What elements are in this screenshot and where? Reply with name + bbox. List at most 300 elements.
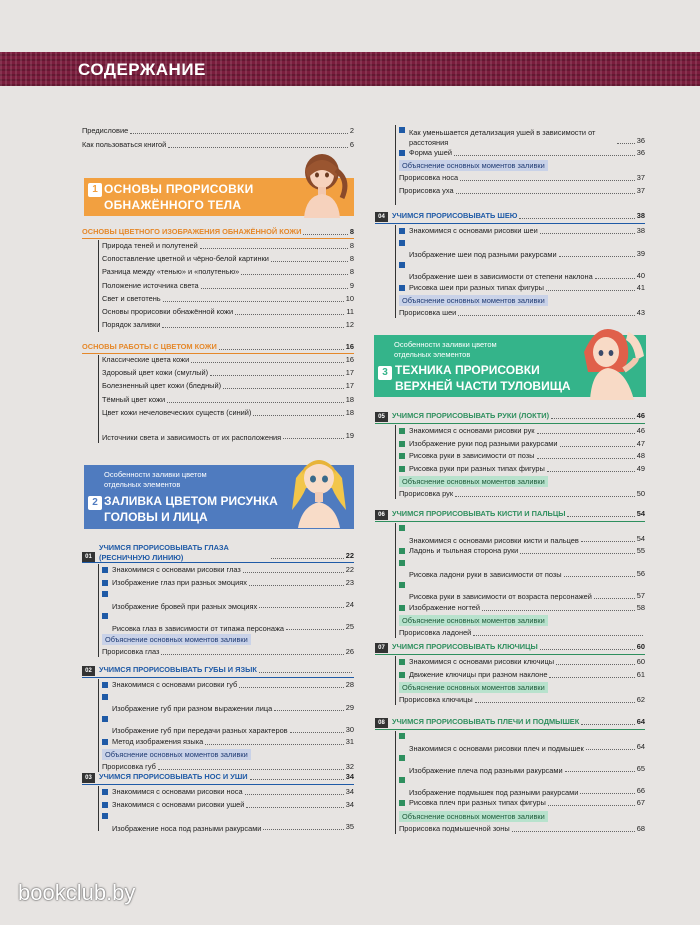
chapter-number: 3: [378, 366, 392, 380]
dot-leader: [219, 349, 344, 350]
toc-entry[interactable]: [399, 438, 645, 450]
bullet-square-icon: [399, 800, 405, 806]
section-number: 02: [82, 666, 95, 676]
entry-title: Прорисовка глаз: [102, 647, 160, 656]
dot-leader: [168, 147, 348, 148]
toc-entry[interactable]: [102, 811, 354, 833]
section-heading[interactable]: [375, 410, 645, 422]
entry-title: Прорисовка ключицы: [399, 695, 473, 704]
toc-entry[interactable]: [399, 545, 645, 557]
toc-entry[interactable]: [399, 147, 645, 159]
entry-title: Прорисовка шеи: [399, 308, 457, 317]
section-heading[interactable]: [82, 771, 354, 783]
section-title: УЧИМСЯ ПРОРИСОВЫВАТЬ РУКИ (ЛОКТИ): [392, 411, 550, 420]
section-heading[interactable]: [375, 641, 645, 653]
page-number: 12: [345, 320, 354, 330]
toc-entry[interactable]: [102, 306, 354, 318]
page-number: 6: [349, 140, 354, 149]
dot-leader: [290, 732, 344, 733]
dot-leader: [512, 831, 635, 832]
toc-entry[interactable]: [102, 380, 354, 392]
entry-title: Знакомимся с основами рисовки носа: [112, 787, 243, 796]
entry-title: Прорисовка уха: [399, 186, 454, 195]
toc-entry[interactable]: [399, 753, 645, 775]
dot-leader: [205, 744, 344, 745]
toc-entry[interactable]: [102, 394, 354, 406]
toc-entry[interactable]: [102, 420, 354, 442]
section-heading[interactable]: [82, 664, 354, 676]
dot-leader: [210, 375, 344, 376]
dot-leader: [259, 607, 344, 608]
page-number: 68: [636, 823, 645, 833]
toc-entry[interactable]: [399, 282, 645, 294]
divider-vertical: [98, 355, 99, 443]
page-number: 54: [636, 509, 645, 518]
page-number: 66: [636, 786, 645, 795]
dot-leader: [200, 248, 348, 249]
section-heading[interactable]: [375, 210, 645, 222]
page-number: 40: [636, 270, 645, 280]
dot-leader: [594, 598, 635, 599]
entry-title: Знакомимся с основами рисовки глаз: [112, 565, 241, 574]
entry-title: Изображение носа под разными ракурсами: [112, 823, 262, 833]
entry-title: Рисовка глаз в зависимости от типажа персонажа: [112, 623, 285, 633]
toc-entry[interactable]: [102, 253, 354, 265]
page-number: 56: [636, 568, 645, 578]
dot-leader: [259, 672, 352, 673]
page-number: 37: [636, 186, 645, 195]
dot-leader: [245, 794, 344, 795]
dot-leader: [540, 233, 635, 234]
dot-leader: [565, 771, 635, 772]
section-heading[interactable]: [82, 540, 354, 562]
dot-leader: [595, 278, 635, 279]
entry-title: Изображение ногтей: [409, 602, 481, 612]
bullet-square-icon: [399, 466, 405, 472]
chapter-title-line2: ГОЛОВЫ И ЛИЦА: [104, 510, 208, 524]
toc-entry[interactable]: [102, 589, 354, 611]
dot-leader: [250, 779, 344, 780]
bullet-square-icon: [102, 591, 108, 597]
toc-entry[interactable]: [102, 293, 354, 305]
page-number: 38: [636, 226, 645, 235]
entry-title: Цвет кожи нечеловеческих существ (синий): [102, 407, 252, 417]
dot-leader: [130, 133, 348, 134]
toc-entry[interactable]: [399, 558, 645, 580]
entry-title: Изображение бровей при разных эмоциях: [112, 601, 258, 611]
divider-vertical: [395, 731, 396, 834]
page-number: 64: [636, 717, 645, 726]
dot-leader: [546, 290, 635, 291]
fill-explanation-highlight[interactable]: Объяснение основных моментов заливки: [399, 295, 548, 306]
bullet-square-icon: [399, 525, 405, 531]
dot-leader: [586, 749, 635, 750]
page-number: 8: [349, 241, 354, 250]
page-number: 8: [349, 254, 354, 264]
toc-entry[interactable]: [399, 238, 645, 260]
entry-title: Движение ключицы при разном наклоне: [409, 669, 548, 679]
toc-entry[interactable]: [399, 450, 645, 462]
dot-leader: [243, 572, 344, 573]
fill-explanation-highlight[interactable]: Объяснение основных моментов заливки: [399, 682, 548, 693]
page-number: 61: [636, 669, 645, 679]
page-number: 64: [636, 742, 645, 751]
toc-entry[interactable]: [102, 799, 354, 811]
page-number: 48: [636, 451, 645, 460]
toc-entry[interactable]: [399, 775, 645, 797]
entry-title: Рисовка руки в зависимости от позы: [409, 451, 535, 460]
entry-title: Разница между «тенью» и «полутенью»: [102, 267, 240, 277]
fill-explanation-highlight[interactable]: Объяснение основных моментов заливки: [399, 615, 548, 626]
entry-title: Предисловие: [82, 126, 129, 135]
chapter-subtitle-line1: Особенности заливки цветом: [104, 470, 207, 479]
page-number: 50: [636, 489, 645, 498]
toc-entry[interactable]: [399, 225, 645, 237]
section-number: 08: [375, 718, 388, 728]
toc-entry[interactable]: [102, 714, 354, 736]
dot-leader: [520, 553, 634, 554]
toc-entry[interactable]: [399, 185, 645, 197]
dot-leader: [460, 180, 635, 181]
divider: [82, 562, 354, 563]
dot-leader: [567, 516, 634, 517]
toc-entry[interactable]: [399, 731, 645, 753]
entry-title: Знакомимся с основами рисовки кисти и пальцев: [409, 535, 579, 545]
dot-leader: [162, 327, 343, 328]
entry-title: Изображение шеи в зависимости от степени наклона: [409, 272, 593, 281]
entry-title: Болезненный цвет кожи (бледный): [102, 381, 222, 391]
entry-title: Изображение подмышек под разными ракурсами: [409, 787, 579, 797]
dot-leader: [549, 677, 634, 678]
toc-entry[interactable]: [102, 736, 354, 748]
bullet-square-icon: [102, 682, 108, 688]
page-number: 23: [345, 577, 354, 587]
entry-title: Тёмный цвет кожи: [102, 394, 166, 404]
entry-title: Прорисовка подмышечной зоны: [399, 823, 510, 833]
bullet-square-icon: [399, 582, 405, 588]
divider-vertical: [98, 786, 99, 831]
page-number: 57: [636, 590, 645, 600]
chapter-number: 2: [88, 496, 102, 510]
bullet-square-icon: [102, 813, 108, 819]
dot-leader: [271, 261, 348, 262]
page-number: 67: [636, 798, 645, 807]
page-number: 29: [345, 702, 354, 712]
bullet-square-icon: [399, 240, 405, 246]
bullet-square-icon: [399, 285, 405, 291]
page-number: 22: [345, 551, 354, 560]
entry-title: Свет и светотень: [102, 293, 161, 303]
toc-entry[interactable]: [399, 425, 645, 437]
divider: [375, 223, 645, 224]
entry-title: Изображение глаз при разных эмоциях: [112, 577, 247, 587]
toc-entry[interactable]: [399, 523, 645, 545]
bullet-square-icon: [399, 560, 405, 566]
page-number: 19: [345, 431, 354, 440]
section-title: УЧИМСЯ ПРОРИСОВЫВАТЬ ПЛЕЧИ И ПОДМЫШЕК: [392, 717, 580, 726]
entry-title: Здоровый цвет кожи (смуглый): [102, 368, 209, 378]
dot-leader: [560, 446, 635, 447]
bullet-square-icon: [399, 127, 405, 133]
entry-title: Рисовка руки в зависимости от возраста персонажей: [409, 592, 592, 601]
fill-explanation-highlight[interactable]: Объяснение основных моментов заливки: [399, 811, 548, 822]
entry-title: Рисовка плеч при разных типах фигуры: [409, 798, 546, 807]
toc-entry[interactable]: [399, 656, 645, 668]
dot-leader: [249, 585, 344, 586]
page-number: 36: [636, 148, 645, 157]
character-illustration: [292, 150, 352, 218]
entry-title: Рисовка ладони руки в зависимости от позы: [409, 570, 562, 579]
entry-title: Основы прорисовки обнажённой кожи: [102, 307, 234, 316]
dot-leader: [191, 362, 344, 363]
page-number: 16: [345, 355, 354, 364]
section-title: УЧИМСЯ ПРОРИСОВЫВАТЬ ШЕЮ: [392, 211, 518, 220]
fill-explanation-highlight[interactable]: Объяснение основных моментов заливки: [102, 749, 251, 760]
toc-entry[interactable]: [102, 240, 354, 252]
dot-leader: [303, 234, 347, 235]
page-number: 58: [636, 602, 645, 612]
page-number: 10: [345, 293, 354, 303]
page-number: 11: [346, 307, 354, 316]
dot-leader: [455, 496, 635, 497]
fill-explanation-highlight[interactable]: Объяснение основных моментов заливки: [399, 476, 548, 487]
bullet-square-icon: [102, 580, 108, 586]
dot-leader: [201, 288, 348, 289]
toc-entry[interactable]: [102, 266, 354, 278]
bullet-square-icon: [399, 228, 405, 234]
dot-leader: [158, 769, 344, 770]
toc-entry[interactable]: [102, 692, 354, 714]
divider: [82, 238, 354, 239]
toc-entry[interactable]: [399, 260, 645, 282]
toc-entry[interactable]: [399, 823, 645, 835]
section-title: УЧИМСЯ ПРОРИСОВЫВАТЬ ГЛАЗА (РЕСНИЧНУЮ ЛИНИЮ): [99, 543, 229, 562]
bullet-square-icon: [399, 733, 405, 739]
page-number: 37: [636, 173, 645, 182]
entry-title: Изображение губ при разном выражении лица: [112, 704, 273, 713]
dot-leader: [454, 155, 635, 156]
toc-entry[interactable]: [399, 669, 645, 681]
entry-title: Знакомимся с основами рисовки губ: [112, 680, 238, 689]
page-number: 24: [345, 600, 354, 609]
page-number: 8: [349, 267, 354, 277]
toc-entry[interactable]: [102, 611, 354, 633]
page-number: 30: [345, 724, 354, 734]
page-number: 34: [345, 787, 354, 796]
entry-title: Ладонь и тыльная сторона руки: [409, 546, 519, 555]
section-number: 01: [82, 552, 95, 562]
toc-entry[interactable]: [102, 679, 354, 691]
entry-title: Изображение шеи под разными ракурсами: [409, 250, 557, 259]
section-heading[interactable]: [375, 508, 645, 520]
page-number: 22: [345, 565, 354, 574]
bullet-square-icon: [399, 672, 405, 678]
page-number: 60: [636, 642, 645, 651]
divider-vertical: [395, 125, 396, 205]
dot-leader: [163, 301, 344, 302]
page-number: 26: [345, 647, 354, 656]
section-number: 03: [82, 773, 95, 783]
page-number: 9: [349, 280, 354, 290]
dot-leader: [223, 388, 344, 389]
entry-title: Источники света и зависимость от их расположения: [102, 432, 282, 442]
page-number: 17: [345, 381, 354, 391]
page-number: 35: [345, 822, 354, 831]
character-illustration: [574, 322, 650, 400]
bullet-square-icon: [102, 613, 108, 619]
bullet-square-icon: [102, 567, 108, 573]
entry-title: Природа теней и полутеней: [102, 241, 198, 250]
toc-entry[interactable]: [399, 580, 645, 602]
section-title: УЧИМСЯ ПРОРИСОВЫВАТЬ КИСТИ И ПАЛЬЦЫ: [392, 509, 566, 518]
toc-entry[interactable]: [399, 488, 645, 500]
divider: [375, 423, 645, 424]
dot-leader: [580, 793, 634, 794]
page-number: 55: [636, 546, 645, 555]
entry-title: Сопоставление цветной и чёрно-белой картинки: [102, 254, 269, 264]
section-heading[interactable]: [82, 226, 354, 238]
dot-leader: [547, 471, 635, 472]
entry-title: Прорисовка носа: [399, 173, 459, 182]
page-number: 43: [636, 308, 645, 317]
section-title: ОСНОВЫ РАБОТЫ С ЦВЕТОМ КОЖИ: [82, 342, 217, 351]
bullet-square-icon: [102, 802, 108, 808]
toc-entry[interactable]: [102, 367, 354, 379]
section-number: 06: [375, 510, 388, 520]
page-number: 8: [349, 227, 354, 236]
dot-leader: [274, 710, 344, 711]
toc-entry[interactable]: [399, 307, 645, 319]
bullet-square-icon: [399, 453, 405, 459]
divider: [375, 729, 645, 730]
toc-entry[interactable]: [82, 125, 354, 137]
divider-vertical: [98, 564, 99, 657]
entry-title: Изображение губ при передачи разных характеров: [112, 726, 288, 735]
section-title: УЧИМСЯ ПРОРИСОВЫВАТЬ КЛЮЧИЦЫ: [392, 642, 538, 651]
entry-title: Прорисовка ладоней: [399, 628, 472, 637]
toc-entry[interactable]: [399, 125, 645, 147]
page-number: 47: [636, 438, 645, 448]
page-number: 54: [636, 534, 645, 543]
toc-entry[interactable]: [399, 694, 645, 706]
toc-entry[interactable]: [399, 627, 645, 639]
toc-entry[interactable]: [102, 786, 354, 798]
page-number: 18: [345, 407, 354, 417]
bullet-square-icon: [102, 716, 108, 722]
page-number: 60: [636, 657, 645, 666]
watermark: bookclub.by: [18, 880, 136, 905]
character-illustration: [286, 448, 352, 528]
divider-vertical: [395, 523, 396, 638]
toc-entry[interactable]: [102, 354, 354, 366]
dot-leader: [246, 807, 343, 808]
dot-leader: [537, 458, 635, 459]
dot-leader: [537, 433, 635, 434]
page-number: 46: [636, 426, 645, 435]
section-heading[interactable]: [375, 716, 645, 728]
section-number: 04: [375, 212, 388, 222]
divider-vertical: [98, 240, 99, 332]
entry-title: Изображение руки под разными ракурсами: [409, 438, 558, 448]
fill-explanation-highlight[interactable]: Объяснение основных моментов заливки: [102, 634, 251, 645]
section-title: ОСНОВЫ ЦВЕТНОГО ИЗОБРАЖЕНИЯ ОБНАЖЁННОЙ КОЖИ: [82, 227, 302, 236]
fill-explanation-highlight[interactable]: Объяснение основных моментов заливки: [399, 160, 548, 171]
section-number: 07: [375, 643, 388, 653]
entry-title: Рисовка шеи при разных типах фигуры: [409, 282, 544, 292]
page-number: 25: [345, 622, 354, 631]
dot-leader: [540, 649, 635, 650]
divider: [82, 784, 354, 785]
page-title: СОДЕРЖАНИЕ: [78, 60, 206, 79]
page-number: 38: [636, 211, 645, 220]
divider: [82, 677, 354, 678]
toc-entry[interactable]: [399, 172, 645, 184]
toc-entry[interactable]: [102, 319, 354, 331]
page-number: 34: [345, 799, 354, 809]
toc-entry[interactable]: [102, 407, 354, 419]
page-number: 32: [345, 762, 354, 771]
divider: [375, 521, 645, 522]
section-heading[interactable]: [82, 341, 354, 353]
dot-leader: [475, 702, 635, 703]
dot-leader: [559, 256, 635, 257]
chapter-title-line2: ВЕРХНЕЙ ЧАСТИ ТУЛОВИЩА: [395, 379, 571, 393]
toc-entry[interactable]: [102, 280, 354, 292]
page-number: 65: [636, 764, 645, 773]
entry-title: Положение источника света: [102, 280, 199, 290]
page-number: 41: [636, 282, 645, 292]
bullet-square-icon: [399, 150, 405, 156]
chapter-title-line1: ЗАЛИВКА ЦВЕТОМ РИСУНКА: [104, 494, 278, 508]
chapter-title-line1: ТЕХНИКА ПРОРИСОВКИ: [395, 363, 540, 377]
dot-leader: [253, 415, 343, 416]
bullet-square-icon: [102, 789, 108, 795]
dot-leader: [482, 610, 635, 611]
bullet-square-icon: [102, 694, 108, 700]
toc-entry[interactable]: [102, 564, 354, 576]
page-number: 2: [349, 126, 354, 135]
page-number: 39: [636, 248, 645, 258]
page-number: 31: [345, 736, 354, 746]
dot-leader: [167, 402, 344, 403]
dot-leader: [581, 541, 635, 542]
toc-entry[interactable]: [399, 463, 645, 475]
entry-title: Как пользоваться книгой: [82, 140, 167, 149]
entry-title: Знакомимся с основами рисовки рук: [409, 426, 535, 435]
entry-title: Как уменьшается детализация ушей в зависимости от расстояния: [409, 128, 596, 147]
entry-title: Форма ушей: [409, 148, 452, 157]
dot-leader: [235, 314, 344, 315]
entry-title: Рисовка руки при разных типах фигуры: [409, 463, 545, 473]
page-number: 28: [345, 680, 354, 689]
page-number: 62: [636, 695, 645, 704]
chapter-subtitle-line1: Особенности заливки цветом: [394, 340, 497, 349]
bullet-square-icon: [399, 441, 405, 447]
toc-entry[interactable]: [399, 797, 645, 809]
toc-entry[interactable]: [102, 646, 354, 658]
toc-entry[interactable]: [399, 602, 645, 614]
entry-title: Метод изображения языка: [112, 736, 204, 746]
page-number: 16: [345, 342, 354, 351]
dot-leader: [283, 438, 344, 439]
entry-title: Знакомимся с основами рисовки шеи: [409, 226, 538, 235]
toc-entry[interactable]: [102, 577, 354, 589]
page-number: 34: [345, 772, 354, 781]
dot-leader: [161, 654, 343, 655]
dot-leader: [241, 274, 348, 275]
entry-title: Изображение плеча под разными ракурсами: [409, 765, 563, 775]
section-title: УЧИМСЯ ПРОРИСОВЫВАТЬ НОС И УШИ: [99, 772, 248, 781]
